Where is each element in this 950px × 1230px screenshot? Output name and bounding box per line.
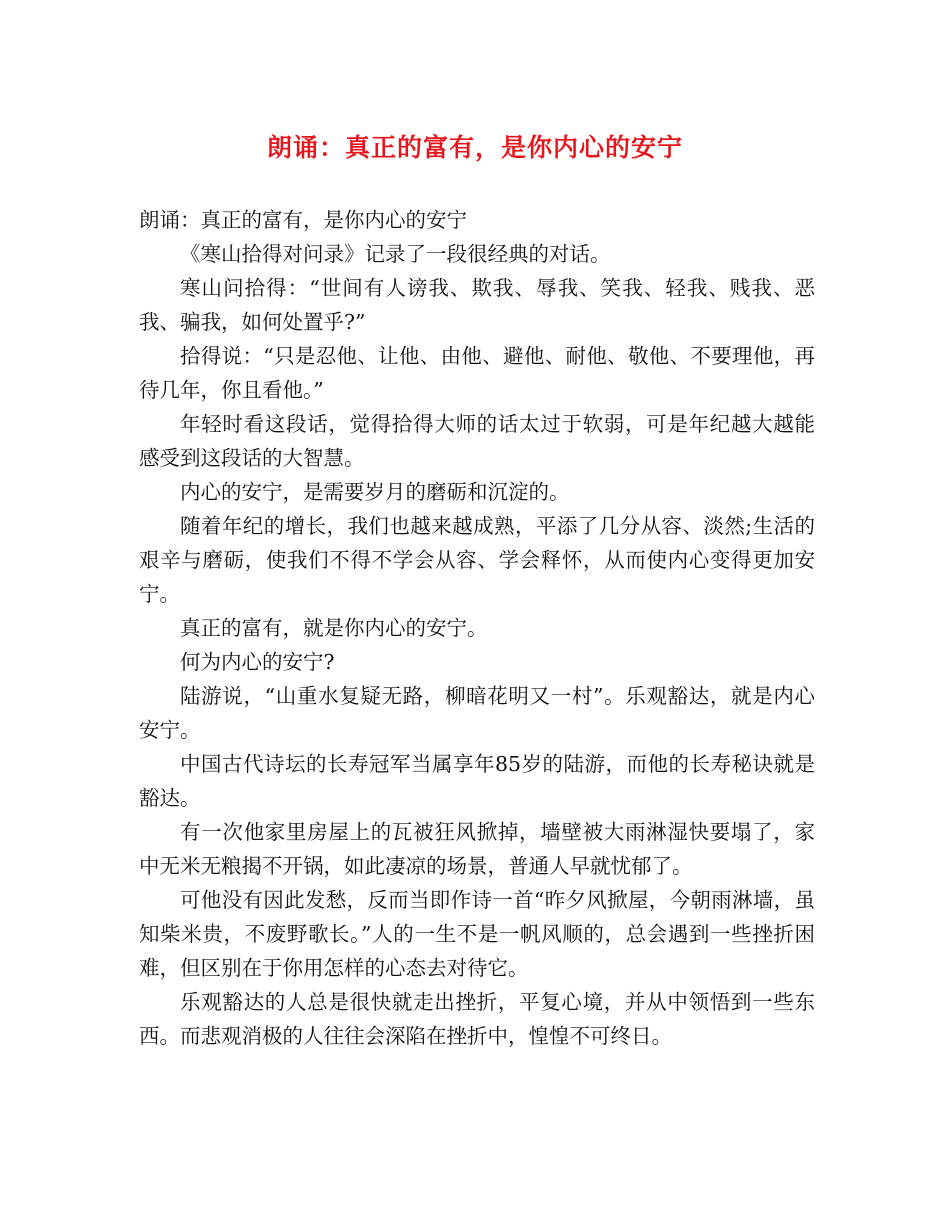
paragraph: 陆游说，“山重水复疑无路，柳暗花明又一村”。乐观豁达，就是内心安宁。 (139, 684, 815, 742)
paragraph: 可他没有因此发愁，反而当即作诗一首“昨夕风掀屋，今朝雨淋墙，虽知柴米贵，不废野歌长。”人的一生不是一帆风顺的，总会遇到一些挫折困难，但区别在于你用怎样的心态去对待它。 (139, 888, 815, 980)
paragraph: 寒山问拾得：“世间有人谤我、欺我、辱我、笑我、轻我、贱我、恶我、骗我，如何处置乎?” (139, 276, 815, 334)
paragraph: 《寒山拾得对问录》记录了一段很经典的对话。 (180, 242, 611, 266)
paragraph: 拾得说：“只是忍他、让他、由他、避他、耐他、敬他、不要理他，再待几年，你且看他。” (139, 344, 815, 402)
paragraph: 随着年纪的增长，我们也越来越成熟，平添了几分从容、淡然;生活的艰辛与磨砺，使我们不得不学会从容、学会释怀，从而使内心变得更加安宁。 (139, 514, 815, 606)
paragraph: 内心的安宁，是需要岁月的磨砺和沉淀的。 (180, 480, 570, 504)
paragraph: 乐观豁达的人总是很快就走出挫折，平复心境，并从中领悟到一些东西。而悲观消极的人往往会深陷在挫折中，惶惶不可终日。 (139, 990, 815, 1048)
document-title: 朗诵：真正的富有，是你内心的安宁 (266, 133, 683, 162)
paragraph: 年轻时看这段话，觉得拾得大师的话太过于软弱，可是年纪越大越能感受到这段话的大智慧。 (139, 412, 815, 470)
paragraph: 真正的富有，就是你内心的安宁。 (180, 616, 488, 640)
paragraph: 中国古代诗坛的长寿冠军当属享年85岁的陆游，而他的长寿秘诀就是豁达。 (139, 752, 815, 810)
paragraph: 有一次他家里房屋上的瓦被狂风掀掉，墙壁被大雨淋湿快要塌了，家中无米无粮揭不开锅，如此凄凉的场景，普通人早就忧郁了。 (139, 820, 815, 878)
paragraph-subtitle: 朗诵：真正的富有，是你内心的安宁 (139, 208, 467, 232)
document-body (139, 203, 815, 1053)
paragraph: 何为内心的安宁? (180, 650, 335, 674)
